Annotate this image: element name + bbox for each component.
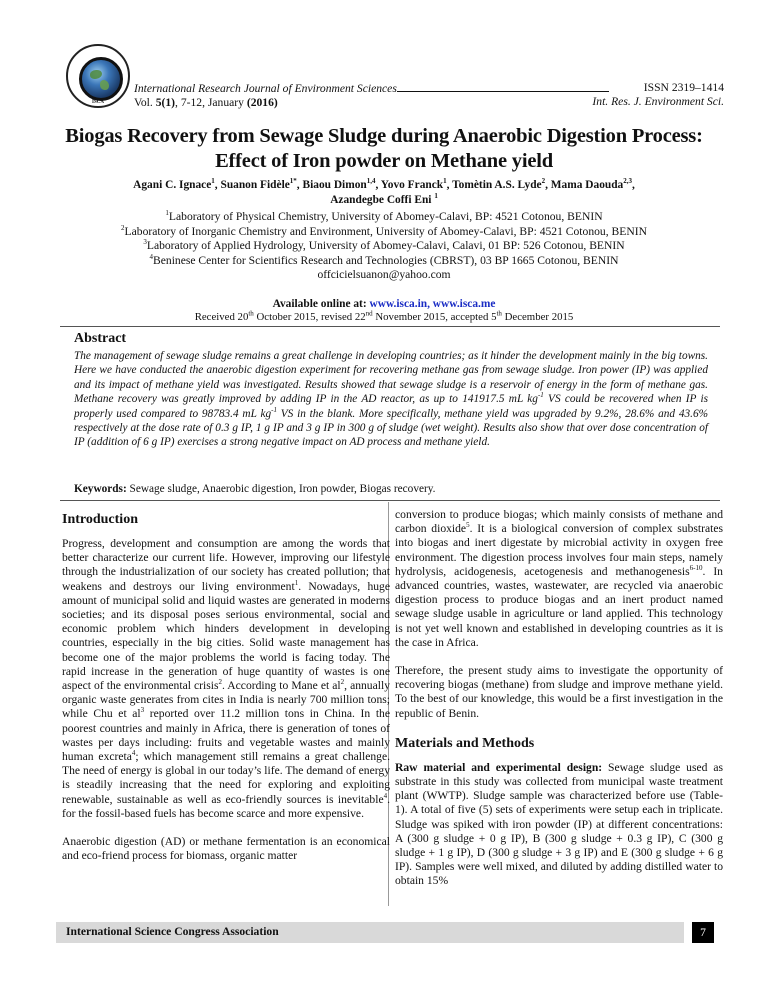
methods-heading: Materials and Methods: [395, 735, 535, 751]
journal-header-right: [592, 81, 724, 109]
page-number: 7: [692, 922, 714, 943]
affiliation: $^3$Laboratory of Applied Hydrology, University of Abomey-Calavi, Calavi, 01 BP: 526 Cotonou, BENIN: [143, 238, 625, 252]
affiliation: $^4$Beninese Center for Scientifics Research and Technologies (CBRST), 03 BP 1665 Cotonou, BENIN: [149, 252, 619, 267]
author: Azandegbe Coffi Eni $^1$: [330, 192, 438, 206]
methods-paragraph: Raw material and experimental design: Sewage sludge used as substrate in this study was collected from municipal waste treatment plant (WWTP). Sludge sample was characterized before use (Table-1). A total of five (5) sets of experiments were setup each in triplicate. Sludge was spiked with iron powder (IP) at different concentrations: A (300 g sludge + 0 g IP), B (300 g sludge + 0.3 g IP), C (300 g sludge + 1 g IP), D (300 g sludge + 3 g IP) and E (300 g sludge + 6 g IP). Samples were well mixed, and diluted by adding distilled water to obtain 15%: [395, 760, 723, 888]
left-column: [62, 508, 390, 877]
availability: [40, 297, 728, 311]
logo-label: ISCA: [92, 100, 104, 105]
author: Yovo Franck$^1$,: [380, 177, 453, 191]
keywords: [74, 482, 708, 496]
author: Suanon Fidèle$^{1*}$,: [220, 177, 303, 191]
availability-label: Available online at:: [272, 298, 370, 310]
keywords-text: Sewage sludge, Anaerobic digestion, Iron powder, Biogas recovery.: [126, 483, 436, 495]
author-list: [40, 178, 728, 208]
volume-info: Vol. 5(1), 7-12, January (2016): [134, 96, 278, 109]
journal-abbreviation: Int. Res. J. Environment Sci.: [592, 95, 724, 108]
right-column: [395, 508, 723, 903]
affiliation: $^2$Laboratory of Inorganic Chemistry and Environment, University of Abomey-Calavi, BP: 4521 Cotonou, BENIN: [121, 223, 647, 238]
introduction-paragraph: Therefore, the present study aims to investigate the opportunity of recovering biogas (methane) from sludge and improve methane yield. To the best of our knowledge, this would be a first investigation in the republic of Benin.: [395, 664, 723, 720]
journal-name: International Research Journal of Environment Sciences: [134, 82, 397, 95]
footer-publisher: International Science Congress Association: [66, 925, 279, 938]
author: Agani C. Ignace$^1$,: [133, 177, 221, 191]
globe-icon: [79, 57, 123, 101]
received-dates: Received 20th October 2015, revised 22nd November 2015, accepted 5th December 2015: [194, 309, 574, 323]
introduction-paragraph: Progress, development and consumption are among the words that better characterize our current life. However, improving our lifestyle through the industrialization of our society has created pollution; that weakens and destroys our living environment$^1$. Nowadays, huge amount of municipal solid and liquid wastes are generated in moderns societies; and its disposal poses serious environmental, social and economic problem which hinders development in developing countries, especially in the big cities. Solid waste management has become one of the major problems the world is facing today. The rapid increase in the generation of huge quantity of wastes is one aspect of the environmental crisis$^2$. According to Mane et $al^2$, annually organic waste generates from cites in India is nearly 700 million tons; while Chu et $al^3$ reported over 11.2 million tons in China. In the poorest countries and mainly in Africa, there is generation of tones of wastes per days including: fruits and vegetable wastes and mainly human excreta$^4$; which management still remains a great challenge. The need of energy is global in our today’s life. The demand of energy is steadily increasing that the need for exploring and exploiting renewable, sustainable as well as eco-friendly sources is inevitable$^4$. for the fossil-based fuels has become scarce and more expensive.: [62, 537, 390, 820]
methods-subheading: Raw material and experimental design:: [395, 760, 603, 774]
author: Mama Daouda$^{2,3}$,: [550, 177, 635, 191]
journal-header-left: [134, 81, 609, 110]
keywords-label: Keywords:: [74, 483, 127, 495]
issn: ISSN 2319–1414: [643, 81, 724, 94]
divider: [60, 500, 720, 501]
affiliation: $^1$Laboratory of Physical Chemistry, University of Abomey-Calavi, BP: 4521 Cotonou, BENIN: [165, 209, 603, 223]
affiliations: [40, 210, 728, 283]
header-rule: [397, 81, 609, 92]
divider: [60, 326, 720, 327]
availability-links[interactable]: www.isca.in, www.isca.me: [369, 298, 496, 310]
abstract-heading: Abstract: [74, 331, 127, 346]
journal-logo: [66, 44, 130, 108]
author: Tomètin A.S. Lyde$^2$,: [452, 177, 551, 191]
paper-title: Biogas Recovery from Sewage Sludge during Anaerobic Digestion Process: Effect of Iron powder on Methane yield: [65, 125, 703, 172]
abstract-text: The management of sewage sludge remains a great challenge in developing countries; as it hinder the development mainly in the big towns. Here we have conducted the anaerobic digestion experiment for recovering methane gas from sewage sludge. Iron power (IP) was applied and its impact of methane yield was investigated. Results showed that sewage sludge is a reservoir of energy in the form of methane gas. Methane recovery was greatly improved by adding IP in the AD reactor, as up to 141917.5 mL $kg^{-1}$ VS could be recovered when IP is properly used compared to 98783.4 mL $kg^{-1}$ VS in the blank. More specifically, methane yield was upgraded by 9.2%, 28.6% and 43.6% respectively at the dose rate of 0.3 g IP, 1 g IP and 3 g IP in 300 g of sludge (wet weight). Results also show that over dose concentration of IP (addition of 6 g IP) exercises a strong negative impact on AD process and methane yield.: [74, 350, 709, 449]
introduction-heading: Introduction: [62, 512, 138, 527]
corresponding-email[interactable]: offcicielsuanon@yahoo.com: [317, 268, 451, 281]
introduction-paragraph: conversion to produce biogas; which mainly consists of methane and carbon dioxide$^5$. It is a biological conversion of complex substrates into biogas and inert digestate by microbial activity in oxygen free environment. The digestion process involves four main steps, namely hydrolysis, acidogenesis, acetogenesis and methanogenesis$^{6-10}$. In advanced countries, wastes, wastewater, are recycled via anaerobic digestion process to produce biogas and an inert product named sewage sludge usable in agriculture or land applied. This technology is not yet well known and established in developing countries as it is the case in Africa.: [395, 508, 723, 649]
author: Biaou Dimon$^{1,4}$,: [302, 177, 381, 191]
introduction-paragraph: Anaerobic digestion (AD) or methane fermentation is an economical and eco-friend process for biomass, organic matter: [62, 835, 390, 863]
